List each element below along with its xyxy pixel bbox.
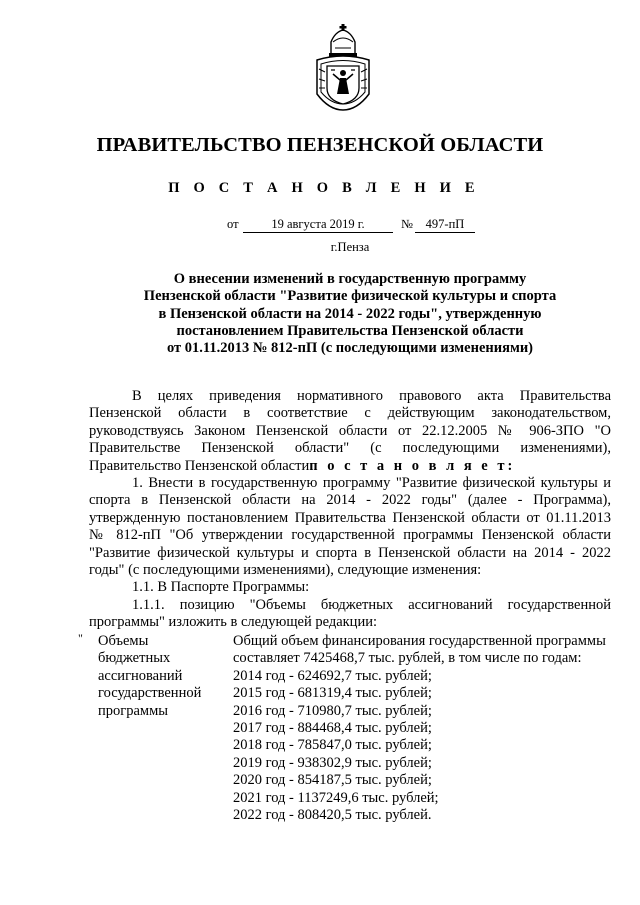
- preamble-paragraph: [89, 388, 611, 475]
- funding-year-line: 2014 год - 624692,7 тыс. рублей;: [233, 667, 432, 684]
- preamble-text: В целях приведения нормативного правового акта Правительства Пензенской области в соответствие с действующим законодательством, руководствуясь Законом Пензенской области от 22.12.2005 № 906-ЗПО "О Правительстве Пензенской области" (с последующими изменениями), Правительство Пензенской области: [89, 388, 611, 474]
- heading-line: Пензенской области "Развитие физической культуры и спорта: [143, 288, 557, 305]
- funding-line: Общий объем финансирования государственной программы: [233, 633, 606, 649]
- funding-details: [233, 633, 613, 824]
- label-line: программы: [98, 702, 168, 719]
- funding-year-line: 2015 год - 681319,4 тыс. рублей;: [233, 685, 432, 702]
- date-label: от: [227, 217, 239, 231]
- document-body: [89, 388, 611, 632]
- label-line: государственной: [98, 685, 202, 702]
- date-number-line: [0, 217, 640, 235]
- funding-year-line: 2021 год - 1137249,6 тыс. рублей;: [233, 789, 439, 806]
- government-title: ПРАВИТЕЛЬСТВО ПЕНЗЕНСКОЙ ОБЛАСТИ: [96, 134, 544, 156]
- date-value: 19 августа 2019 г.: [243, 217, 393, 233]
- paragraph-1-1-1: 1.1.1. позицию "Объемы бюджетных ассигнований государственной программы" изложить в следующей редакции:: [89, 596, 611, 631]
- document-heading: [110, 271, 590, 357]
- heading-line: постановлением Правительства Пензенской области: [176, 322, 524, 339]
- funding-year-line: 2016 год - 710980,7 тыс. рублей;: [233, 702, 432, 719]
- heading-line: О внесении изменений в государственную программу: [173, 271, 527, 287]
- coat-of-arms-emblem: [313, 24, 373, 112]
- number-label: №: [401, 217, 413, 231]
- heading-line: в Пензенской области на 2014 - 2022 годы", утвержденную: [158, 305, 542, 322]
- paragraph-1-1: 1.1. В Паспорте Программы:: [132, 579, 310, 596]
- heading-line: от 01.11.2013 № 812-пП (с последующими изменениями): [166, 340, 534, 357]
- opening-quote: ": [78, 631, 83, 645]
- document-type: П О С Т А Н О В Л Е Н И Е: [168, 180, 480, 196]
- paragraph-1: 1. Внести в государственную программу "Развитие физической культуры и спорта в Пензенской области на 2014 - 2022 годы" (далее - Программа), утвержденную постановлением Правительства Пензенской области от 01.11.2013 № 812-пП "Об утверждении государственной программы Пензенской области "Развитие физической культуры и спорта в Пензенской области на 2014 - 2022 годы" (с последующими изменениями), следующие изменения:: [89, 475, 611, 579]
- number-value: 497-пП: [415, 217, 475, 233]
- label-line: ассигнований: [98, 667, 183, 684]
- funding-year-line: 2019 год - 938302,9 тыс. рублей;: [233, 754, 432, 771]
- funding-year-line: 2020 год - 854187,5 тыс. рублей;: [233, 772, 432, 789]
- funding-year-line: 2022 год - 808420,5 тыс. рублей.: [233, 807, 432, 824]
- passport-position-label: [98, 633, 218, 720]
- city: г.Пенза: [330, 240, 370, 254]
- funding-line: составляет 7425468,7 тыс. рублей, в том числе по годам:: [233, 650, 582, 667]
- label-line: Объемы: [98, 633, 149, 649]
- resolves-word: п о с т а н о в л я е т:: [309, 457, 516, 474]
- funding-year-line: 2018 год - 785847,0 тыс. рублей;: [233, 737, 432, 754]
- funding-year-line: 2017 год - 884468,4 тыс. рублей;: [233, 720, 432, 737]
- label-line: бюджетных: [98, 650, 171, 667]
